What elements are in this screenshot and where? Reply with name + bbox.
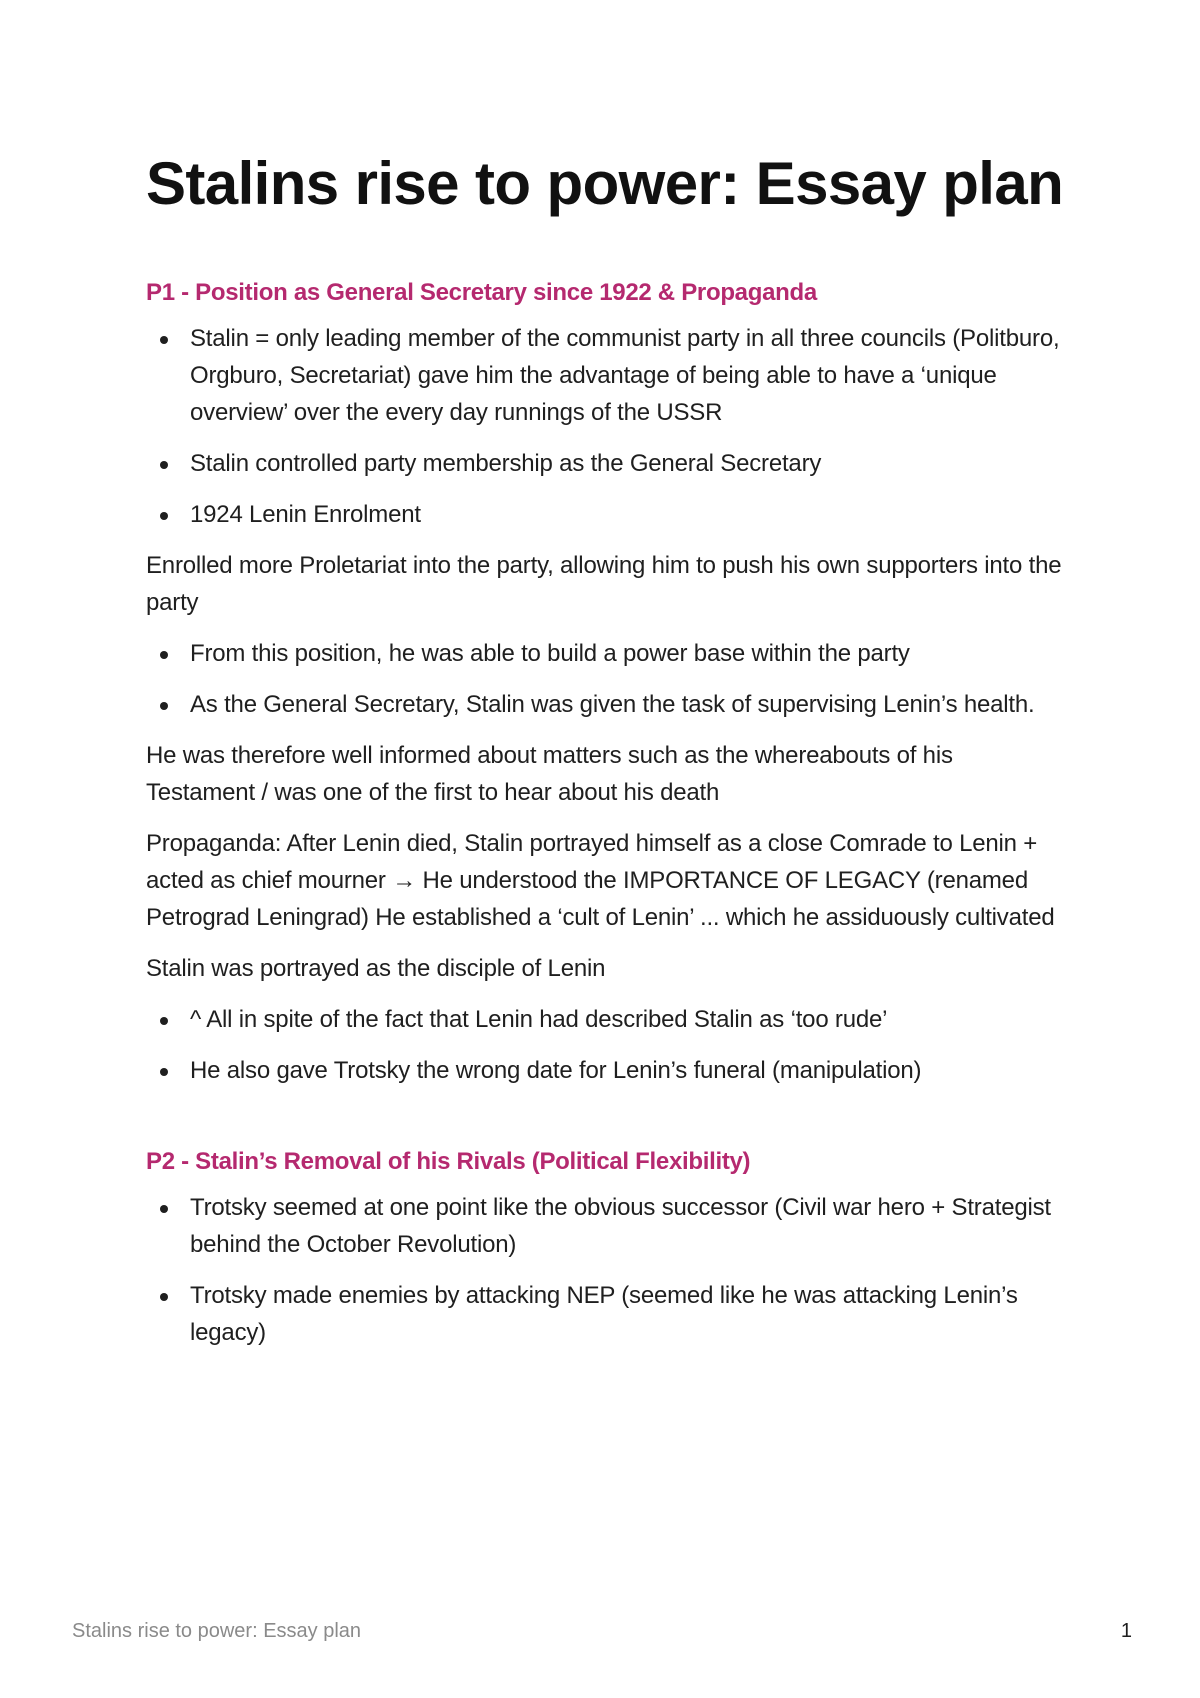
paragraph: Propaganda: After Lenin died, Stalin portrayed himself as a close Comrade to Lenin + acted as chief mourner → He understood the IMPORTANCE OF LEGACY (renamed Petrograd Leningrad) He established a ‘cult of Lenin’ ... which he assiduously cultivated (146, 830, 1055, 931)
list-item: Trotsky made enemies by attacking NEP (seemed like he was attacking Lenin’s legacy) (146, 1277, 1066, 1351)
list-item: Trotsky seemed at one point like the obvious successor (Civil war hero + Strategist behind the October Revolution) (146, 1189, 1066, 1263)
section-heading-p1: P1 - Position as General Secretary since 1922 & Propaganda (146, 279, 817, 306)
bullet-list (146, 320, 1066, 533)
bullet-icon (160, 702, 168, 710)
page-number: 1 (1120, 1620, 1132, 1642)
section-heading-p2: P2 - Stalin’s Removal of his Rivals (Political Flexibility) (146, 1148, 751, 1175)
list-item: Stalin controlled party membership as the General Secretary (146, 445, 1066, 482)
list-item: Stalin = only leading member of the communist party in all three councils (Politburo, Orgburo, Secretariat) gave him the advantage of being able to have a ‘unique overview’ over the every day runnings of the USSR (146, 320, 1066, 431)
bullet-icon (160, 512, 168, 520)
section-p1 (146, 276, 1066, 1089)
bullet-icon (160, 1068, 168, 1076)
list-item: 1924 Lenin Enrolment (146, 496, 1066, 533)
list-item: ^ All in spite of the fact that Lenin had described Stalin as ‘too rude’ (146, 1001, 1066, 1038)
page-footer (72, 1618, 1132, 1644)
bullet-icon (160, 1017, 168, 1025)
bullet-icon (160, 336, 168, 344)
section-p2 (146, 1145, 1066, 1351)
paragraph: Enrolled more Proletariat into the party, allowing him to push his own supporters into the party (146, 552, 1062, 616)
bullet-icon (160, 1205, 168, 1213)
bullet-list (146, 1001, 1066, 1089)
bullet-list (146, 635, 1066, 723)
bullet-icon (160, 461, 168, 469)
paragraph: Stalin was portrayed as the disciple of Lenin (146, 955, 606, 982)
list-item: As the General Secretary, Stalin was given the task of supervising Lenin’s health. (146, 686, 1066, 723)
footer-title: Stalins rise to power: Essay plan (72, 1620, 362, 1642)
list-item: He also gave Trotsky the wrong date for Lenin’s funeral (manipulation) (146, 1052, 1066, 1089)
list-item: From this position, he was able to build a power base within the party (146, 635, 1066, 672)
bullet-icon (160, 1293, 168, 1301)
page-title: Stalins rise to power: Essay plan (146, 150, 1064, 217)
paragraph: He was therefore well informed about matters such as the whereabouts of his Testament / was one of the first to hear about his death (146, 742, 953, 806)
bullet-list (146, 1189, 1066, 1351)
document-content (146, 148, 1066, 1365)
bullet-icon (160, 651, 168, 659)
